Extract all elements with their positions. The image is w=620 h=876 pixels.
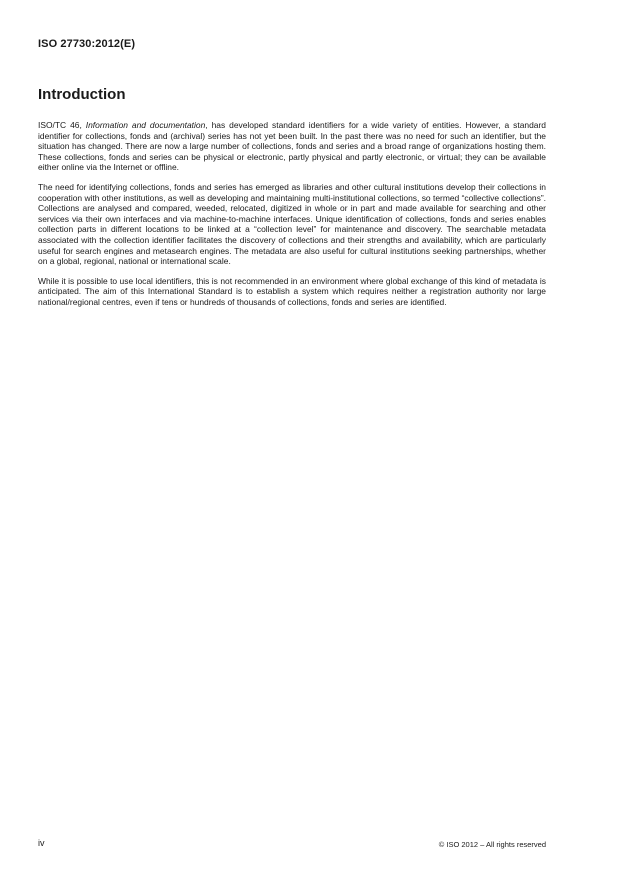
copyright-notice: © ISO 2012 – All rights reserved	[438, 840, 546, 849]
paragraph-1-emphasis: Information and documentation	[85, 120, 206, 130]
paragraph-1	[38, 120, 546, 173]
paragraph-2: The need for identifying collections, fonds and series has emerged as libraries and other cultural institutions develop their collections in cooperation with other institutions, as well as developing and maintaining multi-institutional collections, so termed “collective collections”. Collections are analysed and compared, weeded, relocated, digitized in whole or in part and made available for searching and other services via their own interfaces and via machine-to-machine interfaces. Unique identification of collections, fonds and series enables collection parts in different locations to be linked at a “collection level” for maintenance and discovery. The searchable metadata associated with the collection identifier facilitates the discovery of collections and their strengths and availability, which are particularly useful for search engines and metasearch engines. The metadata are also useful for cultural institutions seeking partnerships, whether on a global, regional, national or international scale.	[38, 181, 546, 267]
introduction-body	[38, 120, 546, 317]
page-title: Introduction	[38, 86, 126, 103]
paragraph-1-rest: , has developed standard identifiers for a wide variety of entities. However, a standard identifier for collections, fonds and (archival) series has not yet been built. In the past there was no need for such an identifier, but the situation has changed. There are now a large number of collections, fonds and series and a broad range of organizations hosting them. These collections, fonds and series can be physical or electronic, partly physical and partly electronic, or virtual; they can be available either online via the Internet or offline.	[38, 120, 546, 173]
document-id-header: ISO 27730:2012(E)	[38, 38, 136, 50]
page-number: iv	[38, 838, 45, 848]
paragraph-1-lead: ISO/TC 46,	[38, 120, 86, 130]
paragraph-3: While it is possible to use local identifiers, this is not recommended in an environment where global exchange of this kind of metadata is anticipated. The aim of this International Standard is to establish a system which requires neither a registration authority nor large national/regional centres, even if tens or hundreds of thousands of collections, fonds and series are identified.	[38, 275, 546, 307]
